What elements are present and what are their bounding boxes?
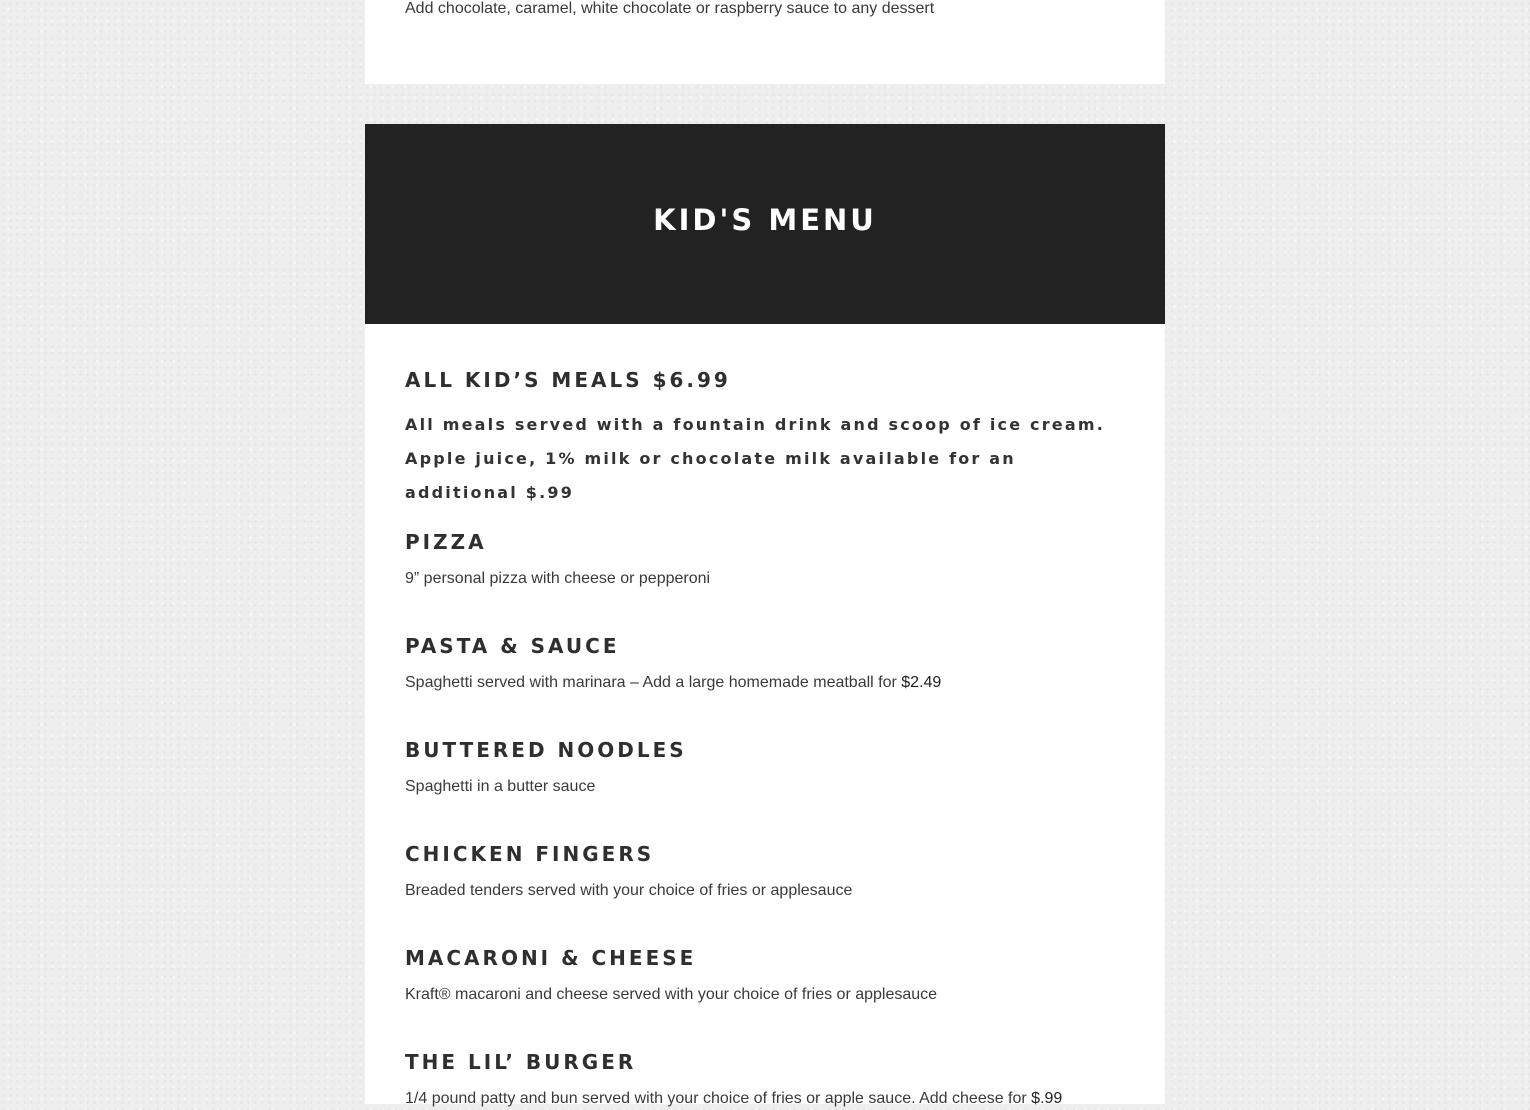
dessert-section-card bbox=[365, 0, 1165, 84]
dessert-sauce-note: Add chocolate, caramel, white chocolate or raspberry sauce to any dessert bbox=[405, 0, 935, 17]
menu-item-description-text: 9” personal pizza with cheese or pepperoni bbox=[405, 570, 711, 587]
menu-item-pasta-sauce bbox=[405, 630, 1125, 694]
menu-item-description-text: Kraft® macaroni and cheese served with your choice of fries or applesauce bbox=[405, 986, 938, 1003]
kids-menu-items bbox=[405, 526, 1125, 1110]
menu-item-description-text: 1/4 pound patty and bun served with your choice of fries or apple sauce. Add cheese for bbox=[405, 1090, 1032, 1107]
menu-item-pizza bbox=[405, 526, 1125, 590]
menu-item-description-text: Breaded tenders served with your choice of fries or applesauce bbox=[405, 882, 853, 899]
menu-item-description-text: Spaghetti in a butter sauce bbox=[405, 778, 596, 795]
menu-item-name: MACARONI & CHEESE bbox=[405, 946, 697, 970]
menu-item-description bbox=[405, 984, 1125, 1006]
menu-item-buttered-noodles bbox=[405, 734, 1125, 798]
menu-item-lil-burger bbox=[405, 1046, 1125, 1110]
menu-item-description bbox=[405, 880, 1125, 902]
menu-item-description bbox=[405, 776, 1125, 798]
menu-item-chicken-fingers bbox=[405, 838, 1125, 902]
menu-item-description bbox=[405, 672, 1125, 694]
kids-menu-title: KID'S MENU bbox=[653, 203, 877, 237]
kids-menu-section bbox=[365, 124, 1165, 1107]
menu-item-name: PIZZA bbox=[405, 530, 487, 554]
kids-menu-banner bbox=[365, 124, 1165, 324]
menu-item-name: BUTTERED NOODLES bbox=[405, 738, 687, 762]
menu-item-description bbox=[405, 568, 1125, 590]
menu-item-name: CHICKEN FINGERS bbox=[405, 842, 655, 866]
menu-item-name: THE LIL’ BURGER bbox=[405, 1050, 637, 1074]
kids-menu-body bbox=[365, 324, 1165, 1110]
menu-item-description-text: Spaghetti served with marinara – Add a large homemade meatball for bbox=[405, 674, 902, 691]
menu-item-name: PASTA & SAUCE bbox=[405, 634, 620, 658]
kids-meals-price-heading: ALL KID’S MEALS $6.99 bbox=[405, 368, 731, 392]
menu-item-macaroni-cheese bbox=[405, 942, 1125, 1006]
menu-item-price: $.99 bbox=[1031, 1090, 1063, 1107]
kids-meals-intro: All meals served with a fountain drink and scoop of ice cream. Apple juice, 1% milk or chocolate milk available for an additional $.99 bbox=[405, 415, 1106, 502]
menu-item-price: $2.49 bbox=[901, 674, 942, 691]
menu-item-description bbox=[405, 1088, 1125, 1110]
